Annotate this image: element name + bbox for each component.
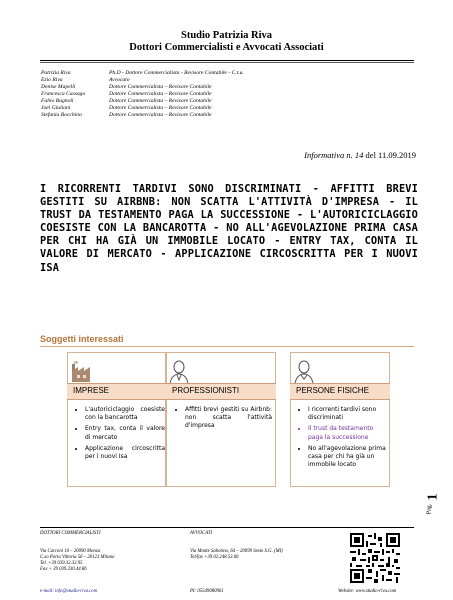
staff-list: [41, 70, 329, 119]
band-label: IMPRESE: [73, 386, 110, 395]
band-professionisti: [166, 383, 276, 400]
footer-line: Via Monte Sabotino, 64 – 20099 Sesto S.G. (MI): [190, 549, 283, 554]
list-item: • Applicazione circoscritta per i nuovi Isa: [85, 445, 165, 461]
firm-name: Studio Patrizia Riva: [181, 30, 272, 41]
list-item: • Affitti brevi gestiti su Airbnb: non scatta l'attività d'impresa: [185, 406, 272, 431]
staff-row: [41, 112, 329, 119]
footer-line: C.so Porta Vittoria 56 – 20123 Milano: [40, 555, 115, 561]
page-label: Pag.: [426, 503, 433, 515]
footer-line: Tel/fax +39 02.248.53.06: [190, 555, 239, 561]
qr-code-icon[interactable]: [350, 533, 400, 583]
list-imprese: [75, 406, 165, 464]
subjects-heading: Soggetti interessati: [40, 334, 124, 344]
staff-role: Dottore Commercialista – Revisore Contabile: [109, 105, 212, 111]
document-title: I RICORRENTI TARDIVI SONO DISCRIMINATI - AFFITTI BREVI GESTITI SU AIRBNB: NON SCATTA L'ATTIVITÀ D'IMPRESA - IL TRUST DA TESTAMENTO PAGA LA SUCCESSIONE - L'AUTORICICLAGGIO COESISTE CON LA BANCAROTTA - NO ALL'AGEVOLAZIONE PRIMA CASA PER CHI HA GIÀ UN IMMOBILE LOCATO - ENTRY TAX, CONTA IL VALORE DI MERCATO - APPLICAZIONE CIRCOSCRITTA PER I NUOVI ISA: [40, 183, 418, 274]
staff-role: Dottore Commercialista – Revisore Contabile: [109, 98, 212, 104]
staff-name: Francesca Cassago: [41, 91, 86, 97]
staff-role: Ph.D - Dottore Commercialista - Revisore Contabile - C.t.u.: [109, 70, 244, 76]
staff-role: Dottore Commercialista – Revisore Contabile: [109, 84, 212, 90]
staff-name: Patrizia Riva: [41, 70, 71, 76]
band-imprese: [67, 383, 166, 400]
footer-mid-title: AVVOCATI: [190, 531, 213, 536]
informativa-date: del 11.09.2019: [363, 150, 416, 160]
footer-mid-address: [190, 549, 283, 561]
staff-role: Dottore Commercialista – Revisore Contabile: [109, 112, 212, 118]
list-item: • Il trust da testamento paga la successione: [308, 425, 390, 441]
list-item: • I ricorrenti tardivi sono discriminati: [308, 406, 390, 422]
header-rule-thin: [40, 62, 414, 63]
band-label: PROFESSIONISTI: [172, 386, 240, 395]
footer-left-title: DOTTORI COMMERCIALISTI: [40, 531, 101, 536]
staff-row: [41, 105, 329, 112]
footer-rule: [40, 527, 414, 528]
staff-name: Ezio Riva: [41, 77, 63, 83]
person-icon: [293, 360, 315, 384]
staff-row: [41, 77, 329, 84]
page-number: [418, 488, 448, 518]
staff-role: Avvocato: [109, 77, 130, 83]
staff-row: [41, 70, 329, 77]
subjects-rule: [40, 346, 414, 347]
list-item: • Entry tax, conta il valore di mercato: [85, 425, 165, 441]
footer-line: Tel. +39 039.32.32.95: [40, 561, 83, 567]
staff-row: [41, 91, 329, 98]
band-label: PERSONE FISICHE: [296, 386, 369, 395]
footer-email[interactable]: e-mail: info@studio-riva.com: [40, 589, 98, 594]
professional-icon: [168, 360, 190, 384]
footer-piva: PI: 05549080961: [190, 589, 224, 594]
staff-name: Stefania Bocchino: [41, 112, 82, 118]
staff-name: Joel Giuliani: [41, 105, 71, 111]
list-professionisti: [175, 406, 272, 434]
firm-subtitle: Dottori Commercialisti e Avvocati Associati: [129, 42, 324, 53]
page-number-value: 1: [425, 493, 441, 501]
factory-icon: [70, 360, 96, 384]
staff-role: Dottore Commercialista – Revisore Contabile: [109, 91, 212, 97]
informativa-label: Informativa n. 14: [304, 150, 364, 160]
staff-row: [41, 98, 329, 105]
staff-row: [41, 84, 329, 91]
staff-name: Fabio Bagnoli: [41, 98, 74, 104]
informativa-line: [304, 150, 416, 160]
list-persone-fisiche: [298, 406, 390, 472]
band-persone-fisiche: [290, 383, 390, 400]
footer-left-address: [40, 549, 114, 573]
list-item: • L'autoriciclaggio coesiste con la bancarotta: [85, 406, 165, 422]
footer-website[interactable]: Website: www.studio-riva.com: [338, 589, 397, 594]
staff-name: Denise Mapelli: [41, 84, 76, 90]
list-item: • No all'agevolazione prima casa per chi ha già un immobile locato: [308, 445, 390, 470]
header-rule: [40, 60, 414, 61]
footer-line: Via Carconi 10 – 20090 Monza: [40, 549, 101, 554]
footer-line: Fax + 39 039.230.44.86: [40, 567, 87, 573]
